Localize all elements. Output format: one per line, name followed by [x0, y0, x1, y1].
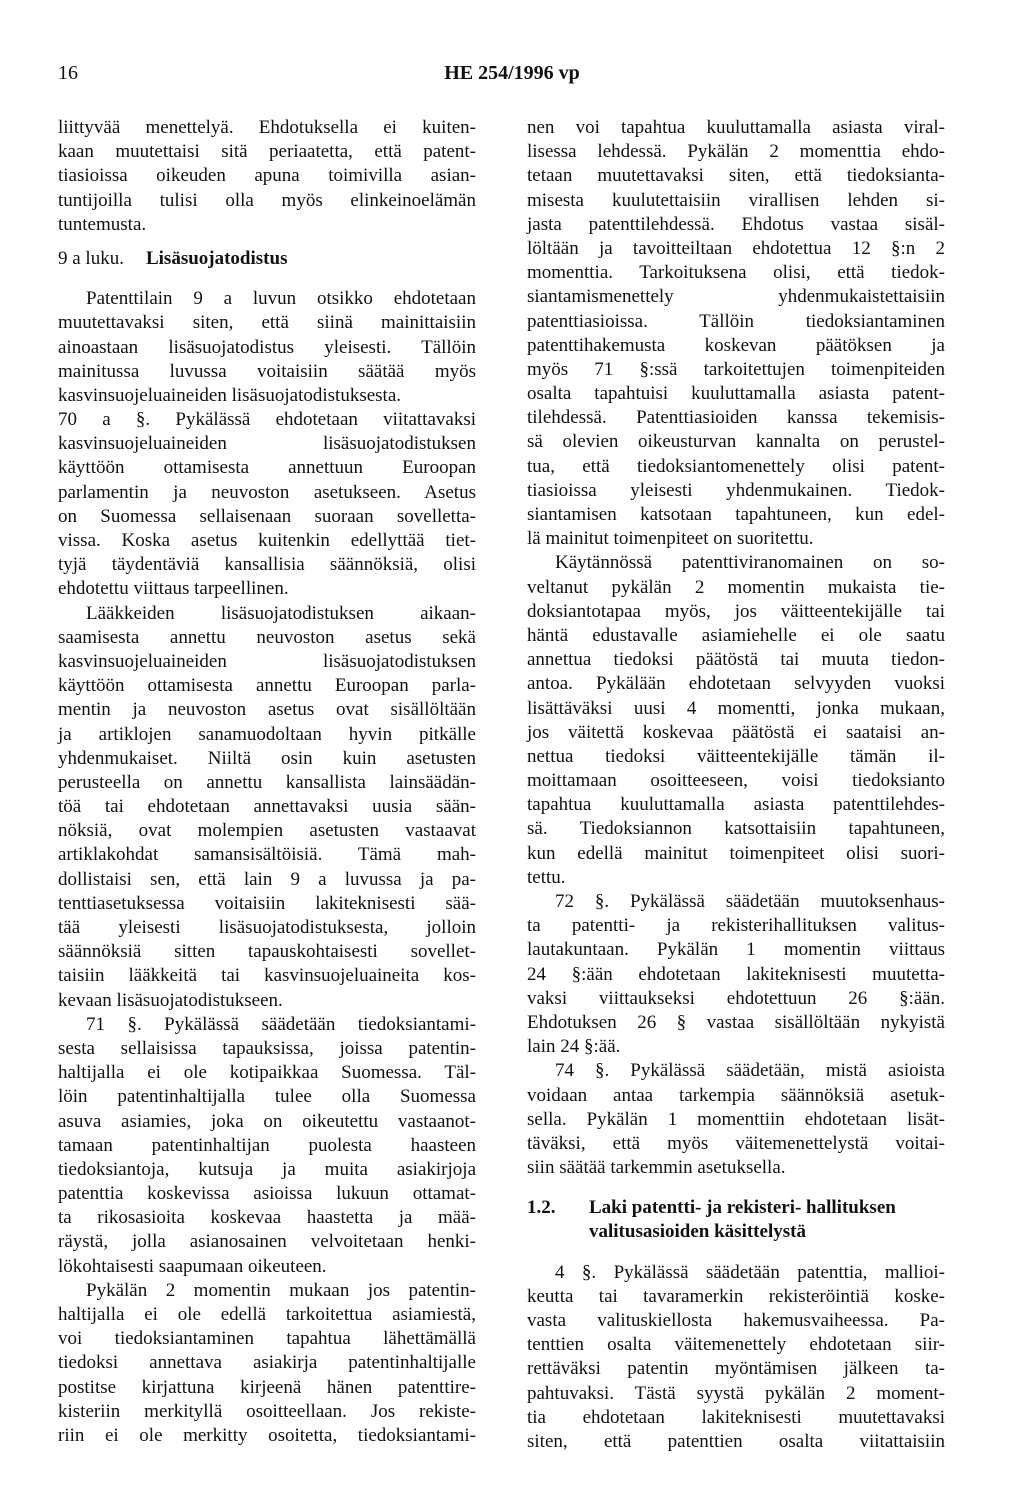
text-line: tettu.: [527, 866, 566, 888]
text-line: lautakuntaan. Pykälän 1 momentin viittaus: [527, 939, 945, 961]
text-line: vasta valituskiellosta hakemusvaiheessa. Pa-: [527, 1310, 945, 1331]
text-line: riin ei ole merkitty osoitetta, tiedoksiantami-: [58, 1424, 476, 1446]
text-line: ta rikosasioita koskevaa haastetta ja mää-: [58, 1207, 476, 1229]
text-line: haltijalla ei ole edellä tarkoitettua asiamiestä,: [58, 1304, 476, 1325]
text-line: patenttiasioissa. Tällöin tiedoksiantaminen: [527, 310, 945, 332]
text-line: nöksiä, ovat molempien asetusten vastaavat: [58, 820, 476, 842]
text-line: veltanut pykälän 2 momentin mukaista tie-: [527, 576, 945, 598]
text-line: 24 §:ään ehdotetaan lakiteknisesti muutetta-: [527, 963, 945, 985]
text-line: ainoastaan lisäsuojatodistus yleisesti. Tällöin: [58, 336, 476, 358]
text-line: liittyvää menettelyä. Ehdotuksella ei kuiten-: [58, 117, 476, 138]
text-line: täväksi, että myös väitemenettelystä voitai-: [527, 1132, 945, 1154]
text-line: tia ehdotetaan lakiteknisesti muutettavaksi: [527, 1406, 945, 1428]
text-line: Lääkkeiden lisäsuojatodistuksen aikaan-: [86, 602, 476, 624]
text-line: tenttiasetuksessa voitaisiin lakiteknisesti sää-: [58, 892, 476, 914]
text-line: parlamentin ja neuvoston asetukseen. Asetus: [58, 481, 476, 503]
text-line: antoa. Pykälään ehdotetaan selvyyden vuoksi: [527, 673, 945, 695]
text-line: sä olevien oikeusturvan kannalta on perustel-: [527, 431, 945, 453]
paragraph-section: [527, 1261, 945, 1455]
text-line: tuntemusta.: [58, 213, 147, 235]
text-line: sä. Tiedoksiannon katsottaisiin tapahtuneen,: [527, 818, 945, 840]
text-line: tamaan patentinhaltijan puolesta haasteen: [58, 1134, 476, 1156]
section-title-continued: valitusasioiden käsittelystä: [589, 1221, 806, 1243]
left-column: [58, 116, 476, 1448]
right-column: [527, 116, 945, 1454]
chapter-number: 9 a luku.: [58, 247, 124, 269]
text-line: tuntijoilla tulisi olla myös elinkeinoelämän: [58, 189, 476, 211]
text-line: momenttia. Tarkoituksena olisi, että tiedok-: [527, 262, 945, 284]
text-line: siantamisen katsotaan tapahtuneen, kun edel-: [527, 504, 945, 525]
text-line: tiedoksiantoja, kutsuja ja muita asiakirjoja: [58, 1158, 476, 1180]
text-line: kun edellä mainitut toimenpiteet olisi suori-: [527, 842, 945, 864]
text-line: rettäväksi patentin myöntämisen jälkeen ta-: [527, 1358, 945, 1380]
text-line: löltään ja tavoitteiltaan ehdotettua 12 §:n 2: [527, 237, 945, 259]
text-line: patenttihakemusta koskevan päätöksen ja: [527, 334, 945, 356]
text-line: postitse kirjattuna kirjeenä hänen patenttire-: [58, 1376, 476, 1398]
chapter-title: Lisäsuojatodistus: [145, 247, 288, 269]
text-line: ta patentti- ja rekisterihallituksen valitus-: [527, 915, 945, 937]
text-line: annettua tiedoksi päätöstä tai muuta tiedon-: [527, 649, 945, 671]
text-line: 70 a §. Pykälässä ehdotetaan viitattavaksi: [58, 409, 476, 431]
text-line: 72 §. Pykälässä säädetään muutoksenhaus-: [555, 891, 945, 912]
text-line: siantamismenettely yhdenmukaistettaisiin: [527, 286, 945, 308]
text-line: 74 §. Pykälässä säädetään, mistä asioista: [555, 1060, 945, 1082]
text-line: töä tai ehdotetaan annettavaksi uusia sään-: [58, 796, 476, 818]
text-line: saamisesta annettu neuvoston asetus sekä: [58, 626, 476, 648]
text-line: käyttöön ottamisesta annettuun Euroopan: [58, 457, 476, 479]
text-line: sella. Pykälän 1 momenttiin ehdotetaan lisät-: [527, 1108, 945, 1130]
text-line: kasvinsuojeluaineiden lisäsuojatodistuksen: [58, 433, 476, 455]
text-line: 4 §. Pykälässä säädetään patenttia, mallioi-: [555, 1261, 945, 1283]
text-line: lä mainitut toimenpiteet on suoritettu.: [527, 528, 814, 550]
text-line: vissa. Koska asetus kuitenkin edellyttää tiet-: [58, 530, 476, 551]
page-number: 16: [58, 62, 78, 84]
text-line: osalta tapahtuisi kuuluttamalla asiasta patent-: [527, 383, 945, 405]
text-line: kasvinsuojeluaineiden lisäsuojatodistuksen: [58, 650, 476, 672]
text-line: haltijalla ei ole kotipaikkaa Suomessa. Täl-: [58, 1062, 476, 1084]
text-line: jos väitettä koskevaa päätöstä ei saataisi an-: [527, 721, 945, 743]
text-line: Käytännössä patenttiviranomainen on so-: [555, 552, 945, 574]
text-line: tenttien osalta väitemenettely ehdotetaan siir-: [527, 1334, 945, 1356]
section-number: 1.2.: [527, 1197, 556, 1219]
paragraph-continued: [527, 116, 945, 1180]
section-heading: [527, 1196, 945, 1244]
text-line: voi tiedoksiantaminen tapahtua lähettämällä: [58, 1328, 476, 1350]
text-line: mentin ja neuvoston asetus ovat sisällöltään: [58, 699, 476, 721]
text-line: muutettavaksi siten, että siinä mainittaisiin: [58, 312, 476, 334]
text-line: häntä edustavalle asiamiehelle ei ole saatu: [527, 624, 945, 646]
text-line: on Suomessa sellaisenaan suoraan sovelletta-: [58, 505, 476, 527]
text-line: asuva asiamies, joka on oikeutettu vastaanot-: [58, 1110, 476, 1132]
text-line: moittamaan osoitteeseen, voisi tiedoksianto: [527, 770, 945, 792]
text-line: nettua tiedoksi väitteentekijälle tämän il-: [527, 745, 945, 767]
text-line: nen voi tapahtua kuuluttamalla asiasta viral-: [527, 117, 945, 138]
text-line: tiasioissa oikeuden apuna toimivilla asian-: [58, 165, 476, 187]
text-line: kisteriin merkityllä osoitteellaan. Jos rekiste-: [58, 1400, 476, 1422]
text-line: vaksi viittaukseksi ehdotettuun 26 §:ään.: [527, 987, 945, 1009]
text-line: lain 24 §:ää.: [527, 1036, 621, 1058]
text-line: voidaan antaa tarkempia säännöksiä asetuk-: [527, 1084, 945, 1106]
text-line: Patenttilain 9 a luvun otsikko ehdotetaan: [86, 288, 476, 310]
paragraph-intro: [58, 116, 476, 237]
text-line: tilehdessä. Patenttiasioiden kanssa tekemisis-: [527, 407, 945, 429]
text-line: tää yleisesti lisäsuojatodistuksesta, jolloin: [58, 917, 476, 938]
text-line: taisiin lääkkeitä tai kasvinsuojeluaineita kos-: [58, 965, 476, 987]
text-line: lökohtaisesti saapumaan oikeuteen.: [58, 1255, 327, 1277]
text-line: tiedoksi annettava asiakirja patentinhaltijalle: [58, 1352, 476, 1374]
chapter-heading: [58, 247, 476, 271]
text-line: tyjä täydentäviä kansallisia säännöksiä, olisi: [58, 554, 476, 576]
text-line: tapahtua kuuluttamalla asiasta patenttilehdes-: [527, 794, 945, 816]
text-line: kaan muutettaisi sitä periaatetta, että patent-: [58, 141, 476, 163]
text-line: yhdenmukaiset. Niiltä osin kuin asetusten: [58, 747, 476, 769]
text-line: dollistaisi sen, että lain 9 a luvussa ja pa-: [58, 868, 476, 890]
page-header: [58, 62, 966, 92]
text-line: siin säätää tarkemmin asetuksella.: [527, 1157, 786, 1179]
text-line: ehdotettu viittaus tarpeellinen.: [58, 578, 289, 600]
text-line: sesta sellaisissa tapauksissa, joissa patentin-: [58, 1037, 476, 1059]
text-line: lisättäväksi uusi 4 momentti, jonka mukaan,: [527, 697, 945, 719]
text-line: räystä, jolla asianosainen velvoitetaan henki-: [58, 1231, 476, 1253]
text-line: kasvinsuojeluaineiden lisäsuojatodistuksesta.: [58, 384, 402, 406]
text-line: Ehdotuksen 26 § vastaa sisällöltään nykyistä: [527, 1011, 945, 1033]
text-line: myös 71 §:ssä tarkoitettujen toimenpiteiden: [527, 358, 945, 380]
text-line: Pykälän 2 momentin mukaan jos patentin-: [86, 1279, 476, 1301]
paragraph-body: [58, 287, 476, 1448]
document-id: HE 254/1996 vp: [444, 62, 580, 84]
text-line: jasta patenttilehdessä. Ehdotus vastaa sisäl-: [527, 213, 945, 235]
text-line: misesta kuulutettaisiin virallisen lehden si-: [527, 189, 945, 211]
text-line: lisessa lehdessä. Pykälän 2 momenttia ehdo-: [527, 141, 945, 163]
text-line: doksiantotapaa myös, jos väitteentekijälle tai: [527, 600, 945, 622]
text-line: pahtuvaksi. Tästä syystä pykälän 2 moment-: [527, 1382, 945, 1404]
text-line: mainitussa luvussa voitaisiin säätää myös: [58, 360, 476, 382]
text-line: keutta tai tavaramerkin rekisteröintiä koske-: [527, 1285, 945, 1307]
section-title: Laki patentti- ja rekisteri- hallituksen: [589, 1197, 896, 1219]
text-line: käyttöön ottamisesta annettu Euroopan parla-: [58, 675, 476, 697]
text-line: ja artiklojen sanamuodoltaan hyvin pitkälle: [58, 723, 476, 745]
text-line: kevaan lisäsuojatodistukseen.: [58, 989, 283, 1011]
text-line: perusteella on annettu kansallista lainsäädän-: [58, 771, 476, 793]
text-line: siten, että patenttien osalta viitattaisiin: [527, 1430, 945, 1452]
text-line: patenttia koskevissa asioissa lukuun ottamat-: [58, 1183, 476, 1205]
text-line: tiasioissa yleisesti yhdenmukainen. Tiedok-: [527, 479, 945, 501]
text-line: tetaan muutettavaksi siten, että tiedoksianta-: [527, 165, 945, 187]
text-line: artiklakohdat samansisältöisiä. Tämä mah-: [58, 844, 476, 866]
text-line: löin patentinhaltijalla tulee olla Suomessa: [58, 1086, 476, 1108]
text-line: säännöksiä sitten tapauskohtaisesti sovellet-: [58, 941, 476, 963]
text-line: tua, että tiedoksiantomenettely olisi patent-: [527, 455, 945, 477]
text-line: 71 §. Pykälässä säädetään tiedoksiantami-: [86, 1013, 476, 1035]
